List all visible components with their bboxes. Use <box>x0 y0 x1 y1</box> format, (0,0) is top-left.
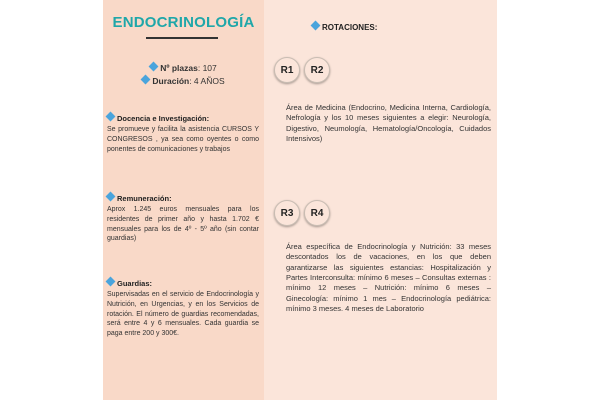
badge-r2: R2 <box>304 57 330 83</box>
guardias-body: Supervisadas en el servicio de Endocrinología y Nutrición, en Urgencias, y en los Servicios de rotación. El número de guardias recomendadas, será entre 4 y 6 mensuales. Cada guardia se paga entre 200 y 300€. <box>107 291 259 337</box>
badge-r3: R3 <box>274 200 300 226</box>
remuneracion-heading <box>107 193 259 204</box>
docencia-section <box>107 113 259 154</box>
right-panel <box>264 0 497 400</box>
badge-r4: R4 <box>304 200 330 226</box>
guardias-heading <box>107 278 259 289</box>
diamond-bullet-icon <box>106 112 116 122</box>
duracion-value: : 4 AÑOS <box>189 76 225 86</box>
remuneracion-body: Aprox 1.245 euros mensuales para los residentes de primer año y hasta 1.702 € mensuales para los de 4º - 5º año (sin contar guardias) <box>107 206 259 243</box>
duracion-line <box>103 76 264 86</box>
diamond-bullet-icon <box>311 21 321 31</box>
duracion-label: Duración <box>152 76 190 86</box>
plazas-value: : 107 <box>197 63 217 73</box>
page-title: ENDOCRINOLOGÍA <box>112 14 255 31</box>
rotaciones-heading <box>312 22 377 32</box>
diamond-bullet-icon <box>141 75 151 85</box>
docencia-body: Se promueve y facilita la asistencia CURSOS Y CONGRESOS , ya sea como oyentes o como ponentes de comunicaciones y trabajos <box>107 126 259 153</box>
remuneracion-section <box>107 193 259 244</box>
diamond-bullet-icon <box>106 277 116 287</box>
title-underline <box>146 37 218 39</box>
diamond-bullet-icon <box>106 192 116 202</box>
rotacion-r3-r4-text: Área específica de Endocrinología y Nutrición: 33 meses descontados los de vacaciones, en los que deben garantizarse las siguientes estancias: Hospitalización y Partes Interconsulta: mínimo 6 meses – Consultas externas : mínimo 12 meses – Nutrición: mínimo 6 meses – Ginecología: mínimo 1 mes – Endocrinología pediátrica: mínimo 3 meses. 4 meses de Laboratorio <box>286 242 491 314</box>
guardias-section <box>107 278 259 339</box>
remuneracion-heading-text: Remuneración: <box>117 194 172 203</box>
docencia-heading-text: Docencia e Investigación: <box>117 114 210 123</box>
badge-r1: R1 <box>274 57 300 83</box>
docencia-heading <box>107 113 259 124</box>
guardias-heading-text: Guardias: <box>117 279 153 288</box>
rotaciones-heading-text: ROTACIONES: <box>322 23 378 32</box>
rotacion-r1-r2-text: Área de Medicina (Endocrino, Medicina Interna, Cardiología, Nefrología y los 10 meses siguientes a elegir: Neurología, Digestivo, Neumología, Hematología/Oncología, Cuidados Intensivos) <box>286 103 491 144</box>
diamond-bullet-icon <box>149 62 159 72</box>
plazas-line <box>103 63 264 73</box>
plazas-label: Nº plazas <box>160 63 198 73</box>
